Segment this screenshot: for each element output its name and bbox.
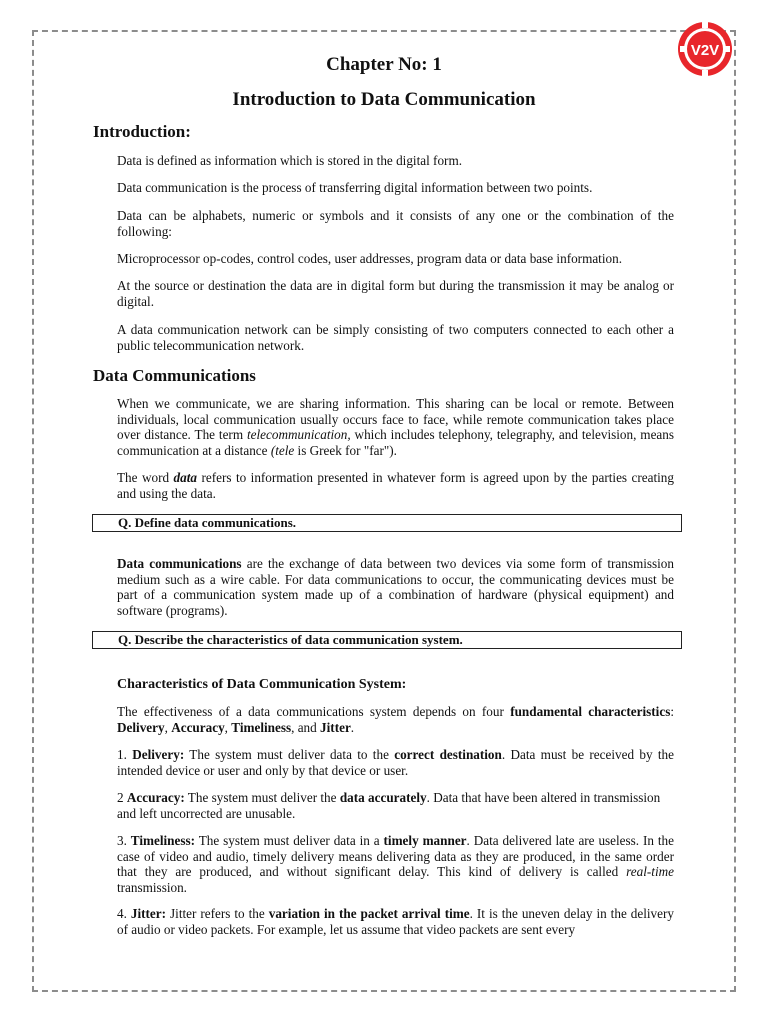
chapter-number: Chapter No: 1 (326, 54, 442, 75)
logo-text: V2V (690, 42, 720, 59)
question-box-describe: Q. Describe the characteristics of data communication system. (92, 631, 682, 649)
data-comm-paragraph-1: When we communicate, we are sharing information. This sharing can be local or remote. Between individuals, local communication usually occurs face to face, while remote communication takes place over distance. The term telecommunication, which includes telephony, telegraphy, and television, means communication at a distance (tele is Greek for "far"). (117, 396, 674, 458)
data-communications-heading: Data Communications (93, 366, 256, 385)
jitter-paragraph: 4. Jitter: Jitter refers to the variation in the packet arrival time. It is the uneven delay in the delivery of audio or video packets. For example, let us assume that video packets are sent every (117, 906, 674, 937)
intro-paragraph-1: Data is defined as information which is stored in the digital form. (117, 153, 462, 168)
intro-paragraph-6: A data communication network can be simply consisting of two computers connected to each other a public telecommunication network. (117, 322, 674, 353)
chapter-title: Introduction to Data Communication (232, 89, 536, 110)
delivery-paragraph: 1. Delivery: The system must deliver data to the correct destination. Data must be received by the intended device or user and only by that device or user. (117, 747, 674, 778)
intro-paragraph-2: Data communication is the process of transferring digital information between two points. (117, 180, 593, 195)
data-comm-paragraph-2: The word data refers to information presented in whatever form is agreed upon by the parties creating and using the data. (117, 470, 674, 501)
timeliness-paragraph: 3. Timeliness: The system must deliver data in a timely manner. Data delivered late are useless. In the case of video and audio, timely delivery means delivering data as they are produced, in the same order that they are produced, and without significant delay. This kind of delivery is called real-time transmission. (117, 833, 675, 895)
introduction-heading: Introduction: (93, 122, 191, 141)
intro-paragraph-3: Data can be alphabets, numeric or symbols and it consists of any one or the combination of the following: (117, 208, 674, 239)
intro-paragraph-4: Microprocessor op-codes, control codes, user addresses, program data or data base information. (117, 251, 622, 266)
accuracy-paragraph: 2 Accuracy: The system must deliver the data accurately. Data that have been altered in transmission and left uncorrected are unusable. (117, 790, 661, 821)
definition-paragraph: Data communications are the exchange of data between two devices via some form of transmission medium such as a wire cable. For data communications to occur, the communicating devices must be part of a communication system made up of a combination of hardware (physical equipment) and software (programs). (117, 556, 674, 618)
characteristics-heading: Characteristics of Data Communication System: (117, 677, 407, 692)
question-box-define: Q. Define data communications. (92, 514, 682, 532)
intro-paragraph-5: At the source or destination the data are in digital form but during the transmission it may be analog or digital. (117, 278, 674, 309)
characteristics-intro: The effectiveness of a data communications system depends on four fundamental characteristics: Delivery, Accuracy, Timeliness, and Jitter. (117, 704, 674, 735)
